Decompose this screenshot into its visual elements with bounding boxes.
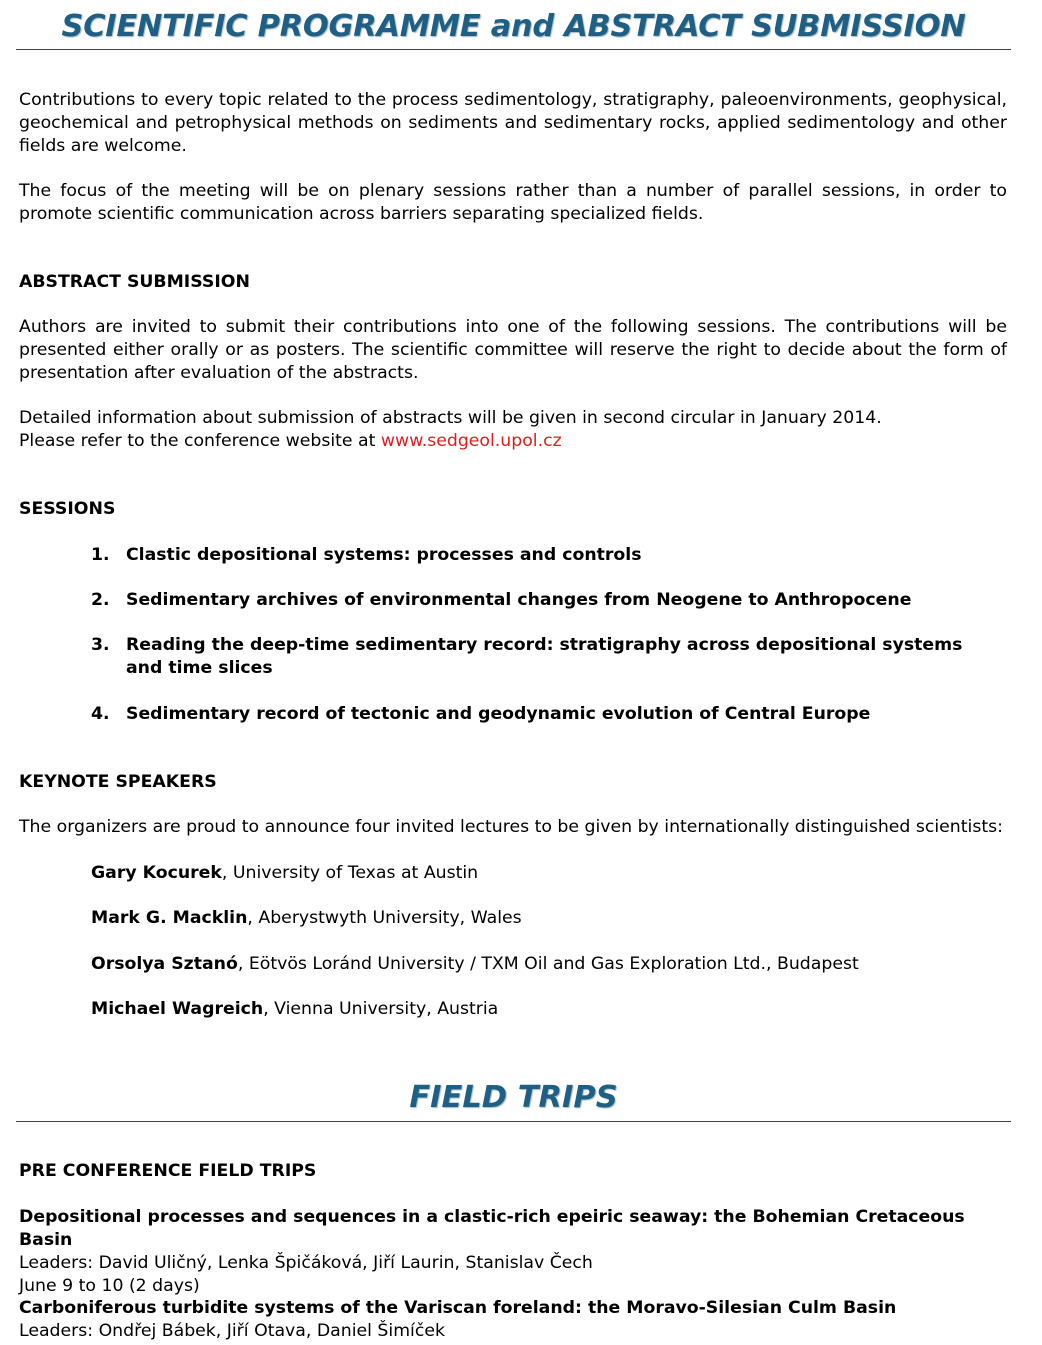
pre-conference-heading: PRE CONFERENCE FIELD TRIPS xyxy=(19,1161,317,1181)
session-label: Clastic depositional systems: processes and controls xyxy=(126,545,642,565)
website-link[interactable]: www.sedgeol.upol.cz xyxy=(380,431,562,451)
speaker-entry xyxy=(91,953,859,976)
speaker-affiliation: , Aberystwyth University, Wales xyxy=(247,908,522,928)
keynote-heading: KEYNOTE SPEAKERS xyxy=(19,772,217,792)
field-trip-entry xyxy=(19,1206,1007,1298)
intro-paragraph-1: Contributions to every topic related to the process sedimentology, stratigraphy, paleoenvironments, geophysical, geochemical and petrophysical methods on sediments and sedimentary rocks, applied sedimentology and other fields are welcome. xyxy=(19,90,1007,156)
programme-title: SCIENTIFIC PROGRAMME and ABSTRACT SUBMISSION xyxy=(61,9,966,44)
speaker-entry xyxy=(91,907,522,930)
session-number: 2. xyxy=(91,590,110,610)
session-number: 3. xyxy=(91,635,110,655)
website-prefix: Please refer to the conference website at xyxy=(19,431,381,451)
keynote-intro: The organizers are proud to announce four invited lectures to be given by internationally distinguished scientists: xyxy=(19,817,1003,837)
trip-leaders: Leaders: David Uličný, Lenka Špičáková, Jiří Laurin, Stanislav Čech xyxy=(19,1253,593,1273)
speaker-name: Mark G. Macklin xyxy=(91,908,248,928)
abstract-paragraph-1: Authors are invited to submit their contributions into one of the following sessions. The contributions will be presented either orally or as posters. The scientific committee will reserve the right to decide about the form of presentation after evaluation of the abstracts. xyxy=(19,317,1007,383)
speaker-name: Orsolya Sztanó xyxy=(91,954,238,974)
field-trips-divider xyxy=(16,1121,1011,1122)
trip-title: Depositional processes and sequences in a clastic-rich epeiric seaway: the Bohemian Cretaceous Basin xyxy=(19,1207,965,1250)
speaker-affiliation: , Vienna University, Austria xyxy=(263,999,499,1019)
session-label: Sedimentary record of tectonic and geodynamic evolution of Central Europe xyxy=(126,704,871,724)
speaker-name: Gary Kocurek xyxy=(91,863,222,883)
speaker-name: Michael Wagreich xyxy=(91,999,264,1019)
website-line xyxy=(19,430,1007,453)
speaker-affiliation: , Eötvös Loránd University / TXM Oil and Gas Exploration Ltd., Budapest xyxy=(237,954,859,974)
speaker-entry xyxy=(91,998,498,1021)
session-label: Sedimentary archives of environmental changes from Neogene to Anthropocene xyxy=(126,590,912,610)
abstract-paragraph-2: Detailed information about submission of abstracts will be given in second circular in January 2014. xyxy=(19,408,882,428)
abstract-heading: ABSTRACT SUBMISSION xyxy=(19,272,250,292)
intro-paragraph-2: The focus of the meeting will be on plenary sessions rather than a number of parallel sessions, in order to promote scientific communication across barriers separating specialized fields. xyxy=(19,181,1007,224)
speaker-entry xyxy=(91,862,478,885)
session-number: 1. xyxy=(91,545,110,565)
speaker-affiliation: , University of Texas at Austin xyxy=(221,863,479,883)
trip-dates: June 9 to 10 (2 days) xyxy=(19,1276,200,1296)
session-number: 4. xyxy=(91,704,110,724)
session-label: Reading the deep-time sedimentary record: stratigraphy across depositional systems and time slices xyxy=(126,635,963,678)
field-trip-entry xyxy=(19,1297,1007,1343)
sessions-heading: SESSIONS xyxy=(19,499,116,519)
trip-title: Carboniferous turbidite systems of the Variscan foreland: the Moravo-Silesian Culm Basin xyxy=(19,1298,897,1318)
field-trips-title: FIELD TRIPS xyxy=(409,1080,618,1115)
trip-leaders: Leaders: Ondřej Bábek, Jiří Otava, Daniel Šimíček xyxy=(19,1321,445,1341)
title-divider xyxy=(16,49,1011,50)
